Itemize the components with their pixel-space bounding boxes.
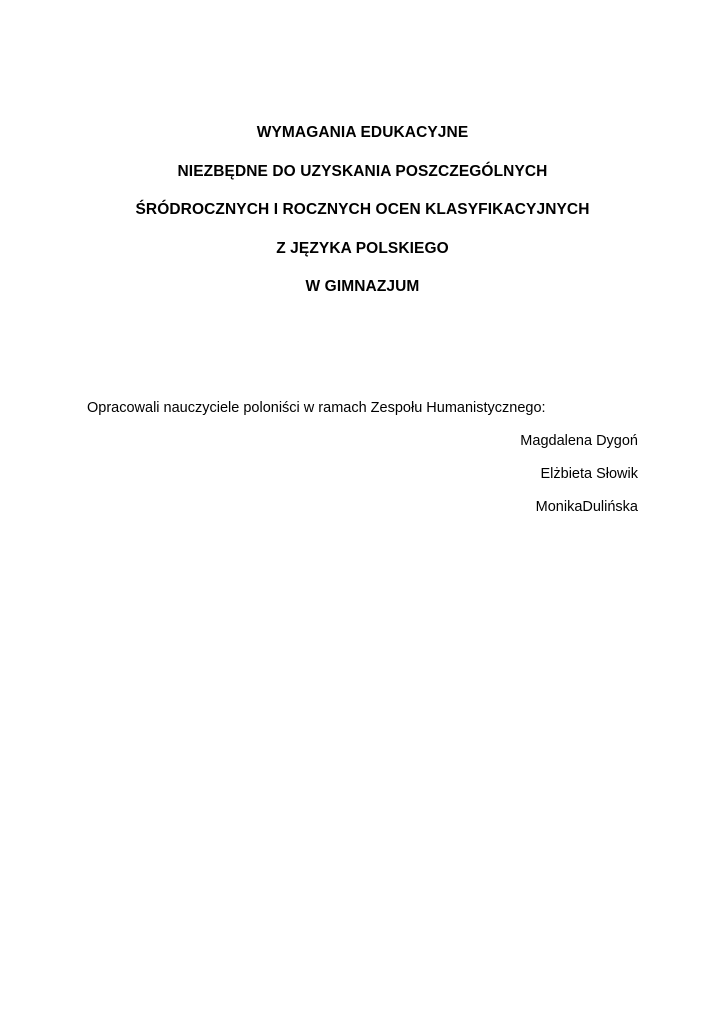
intro-text: Opracowali nauczyciele poloniści w ramach Zespołu Humanistycznego: — [87, 400, 546, 416]
document-title — [0, 123, 725, 316]
title-line-4: Z JĘZYKA POLSKIEGO — [276, 239, 449, 257]
title-line-1: WYMAGANIA EDUKACYJNE — [256, 124, 469, 141]
author-list — [520, 432, 638, 531]
author-name: Elżbieta Słowik — [540, 466, 638, 482]
author-name: Magdalena Dygoń — [520, 433, 638, 449]
title-line-3: ŚRÓDROCZNYCH I ROCZNYCH OCEN KLASYFIKACYJNYCH — [135, 201, 590, 218]
title-line-5: W GIMNAZJUM — [305, 278, 420, 295]
title-line-2: NIEZBĘDNE DO UZYSKANIA POSZCZEGÓLNYCH — [177, 162, 548, 180]
author-name: MonikaDulińska — [535, 499, 638, 515]
